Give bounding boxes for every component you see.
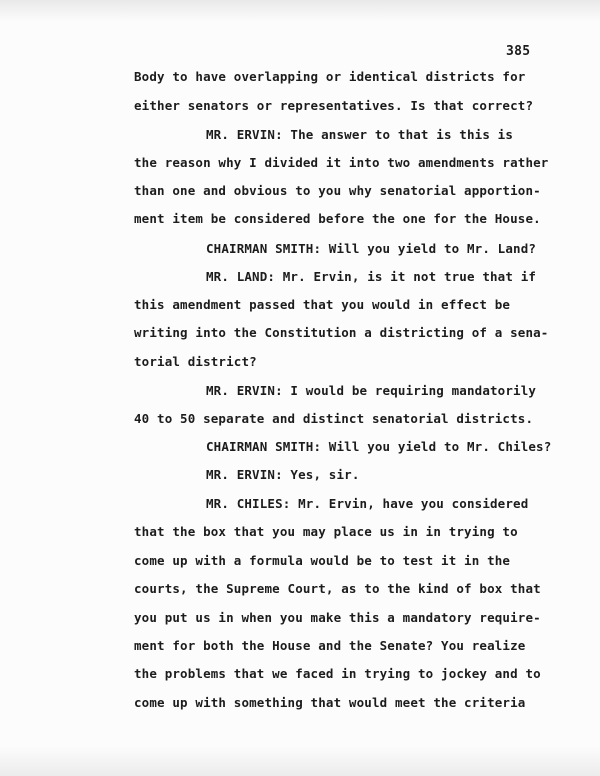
- page-number: 385: [506, 44, 531, 59]
- speaker-line: MR. ERVIN: The answer to that is this is: [206, 127, 514, 142]
- text-line: the reason why I divided it into two amendments rather: [134, 155, 549, 170]
- text-line: this amendment passed that you would in effect be: [134, 297, 511, 312]
- text-line: Body to have overlapping or identical districts for: [134, 69, 526, 84]
- text-line: come up with a formula would be to test it in the: [134, 553, 511, 568]
- text-line: 40 to 50 separate and distinct senatorial districts.: [134, 411, 534, 426]
- text-line: writing into the Constitution a districting of a sena-: [134, 325, 549, 340]
- text-line: ment for both the House and the Senate? You realize: [134, 638, 526, 653]
- text-line: you put us in when you make this a mandatory require-: [134, 610, 541, 625]
- text-line: come up with something that would meet the criteria: [134, 695, 526, 710]
- text-line: either senators or representatives. Is that correct?: [134, 98, 534, 113]
- speaker-line: CHAIRMAN SMITH: Will you yield to Mr. Chiles?: [206, 439, 552, 454]
- text-line: than one and obvious to you why senatorial apportion-: [134, 183, 541, 198]
- text-line: courts, the Supreme Court, as to the kind of box that: [134, 581, 541, 596]
- speaker-line: MR. CHILES: Mr. Ervin, have you considered: [206, 496, 529, 511]
- scan-bottom-edge: [0, 746, 600, 776]
- speaker-line: CHAIRMAN SMITH: Will you yield to Mr. Land?: [206, 241, 537, 256]
- text-line: ment item be considered before the one for the House.: [134, 211, 541, 226]
- text-line: torial district?: [134, 354, 257, 369]
- text-line: the problems that we faced in trying to jockey and to: [134, 666, 541, 681]
- text-line: that the box that you may place us in in trying to: [134, 524, 518, 539]
- speaker-line: MR. ERVIN: Yes, sir.: [206, 467, 360, 482]
- speaker-line: MR. ERVIN: I would be requiring mandatorily: [206, 383, 537, 398]
- scan-top-edge: [0, 0, 600, 22]
- speaker-line: MR. LAND: Mr. Ervin, is it not true that if: [206, 269, 537, 284]
